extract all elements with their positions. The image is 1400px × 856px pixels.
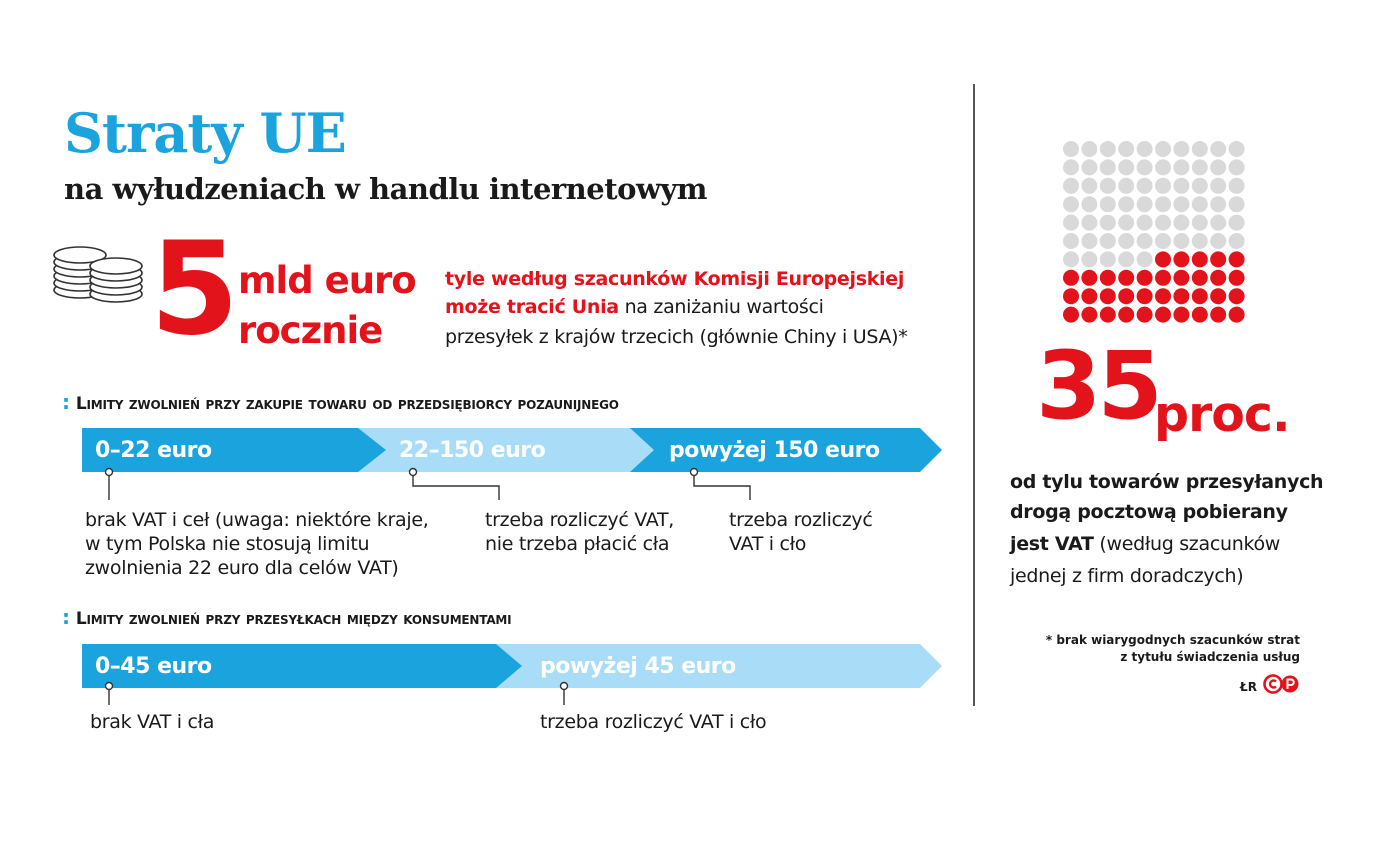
- dot-red: [1155, 307, 1171, 323]
- headline-desc-line2: może tracić Unia na zaniżaniu wartości: [445, 296, 824, 318]
- dot-grey: [1063, 233, 1079, 249]
- section-heading-consumer: : Limity zwolnień przy przesyłkach między konsumentami: [62, 605, 512, 629]
- dot-red: [1173, 307, 1189, 323]
- dot-grey: [1137, 159, 1153, 175]
- bullet-icon: :: [62, 605, 70, 629]
- dot-grey: [1173, 141, 1189, 157]
- dot-grey: [1173, 159, 1189, 175]
- dot-red: [1229, 288, 1245, 304]
- dot-grey: [1081, 215, 1097, 231]
- dot-grey: [1210, 159, 1226, 175]
- dot-grey: [1192, 178, 1208, 194]
- dot-grey: [1100, 178, 1116, 194]
- dot-red: [1081, 288, 1097, 304]
- stat-desc-line4: jednej z firm doradczych): [1010, 565, 1244, 587]
- dot-grey: [1192, 215, 1208, 231]
- dot-red: [1173, 251, 1189, 267]
- dot-grey: [1063, 159, 1079, 175]
- dot-red: [1081, 307, 1097, 323]
- dot-red: [1063, 307, 1079, 323]
- note-22-150: trzeba rozliczyć VAT, nie trzeba płacić cła: [485, 509, 675, 555]
- dot-red: [1100, 288, 1116, 304]
- dot-grey: [1173, 215, 1189, 231]
- dot-red: [1192, 251, 1208, 267]
- note-under-22: brak VAT i ceł (uwaga: niektóre kraje, w tym Polska nie stosują limitu zwolnienia 22 euro dla celów VAT): [85, 509, 429, 579]
- headline-unit: mld euro: [238, 259, 416, 302]
- dot-red: [1229, 307, 1245, 323]
- stat-number: 35: [1036, 332, 1159, 441]
- dot-grey: [1210, 233, 1226, 249]
- stat-desc-line2: drogą pocztową pobierany: [1010, 501, 1288, 523]
- dot-grey: [1229, 159, 1245, 175]
- dot-grey: [1063, 196, 1079, 212]
- headline-number: 5: [150, 215, 236, 364]
- dot-grey: [1192, 196, 1208, 212]
- dot-grey: [1137, 215, 1153, 231]
- dot-red: [1192, 270, 1208, 286]
- dot-red: [1229, 251, 1245, 267]
- dot-grey: [1063, 141, 1079, 157]
- dot-grey: [1173, 196, 1189, 212]
- dot-red: [1210, 270, 1226, 286]
- dot-red: [1210, 288, 1226, 304]
- dot-red: [1229, 270, 1245, 286]
- dot-grey: [1081, 159, 1097, 175]
- dot-red: [1063, 270, 1079, 286]
- headline-desc-line3: przesyłek z krajów trzecich (głównie Chiny i USA)*: [445, 326, 908, 348]
- dot-red: [1210, 251, 1226, 267]
- dot-grey: [1137, 251, 1153, 267]
- dot-grey: [1155, 233, 1171, 249]
- dot-red: [1173, 288, 1189, 304]
- dot-grey: [1118, 141, 1134, 157]
- footnote-line2: z tytułu świadczenia usług: [1120, 650, 1300, 664]
- dot-red: [1118, 288, 1134, 304]
- dot-grey: [1155, 178, 1171, 194]
- dot-red: [1137, 307, 1153, 323]
- divider: [973, 84, 975, 706]
- page-subtitle: na wyłudzeniach w handlu internetowym: [64, 172, 707, 206]
- dot-red: [1063, 288, 1079, 304]
- dot-grey: [1063, 178, 1079, 194]
- dot-grey: [1100, 196, 1116, 212]
- dot-grey: [1173, 178, 1189, 194]
- dot-grey: [1229, 196, 1245, 212]
- dot-grey: [1137, 178, 1153, 194]
- note-over-45: trzeba rozliczyć VAT i cło: [540, 711, 767, 733]
- dot-grey: [1229, 178, 1245, 194]
- headline-desc-line1: tyle według szacunków Komisji Europejskiej: [445, 268, 905, 290]
- dot-grey: [1100, 251, 1116, 267]
- dot-red: [1137, 288, 1153, 304]
- percent-dot-grid: [1062, 140, 1252, 330]
- dot-grey: [1229, 141, 1245, 157]
- dot-red: [1155, 251, 1171, 267]
- dot-grey: [1137, 141, 1153, 157]
- section-heading-business: : Limity zwolnień przy zakupie towaru od przedsiębiorcy pozaunijnego: [62, 390, 619, 414]
- dot-grey: [1155, 141, 1171, 157]
- dot-grey: [1155, 215, 1171, 231]
- note-under-45: brak VAT i cła: [90, 711, 215, 733]
- headline-period: rocznie: [238, 309, 383, 352]
- dot-grey: [1100, 215, 1116, 231]
- segment-label: 0–45 euro: [95, 654, 212, 679]
- dot-red: [1210, 307, 1226, 323]
- dot-grey: [1063, 251, 1079, 267]
- dot-grey: [1210, 196, 1226, 212]
- dot-red: [1100, 307, 1116, 323]
- dot-grey: [1192, 233, 1208, 249]
- dot-red: [1100, 270, 1116, 286]
- segment-label: 0–22 euro: [95, 438, 212, 463]
- dot-red: [1118, 270, 1134, 286]
- dot-red: [1192, 288, 1208, 304]
- note-over-150: trzeba rozliczyć VAT i cło: [729, 509, 873, 555]
- dot-grey: [1137, 233, 1153, 249]
- dot-red: [1081, 270, 1097, 286]
- dot-grey: [1192, 159, 1208, 175]
- author-credit: ŁR: [1240, 680, 1257, 694]
- footnote-line1: * brak wiarygodnych szacunków strat: [1045, 633, 1300, 647]
- dot-grey: [1229, 233, 1245, 249]
- dot-red: [1137, 270, 1153, 286]
- dot-grey: [1118, 159, 1134, 175]
- bullet-icon: :: [62, 390, 70, 414]
- dot-grey: [1100, 141, 1116, 157]
- dot-grey: [1118, 251, 1134, 267]
- dot-red: [1192, 307, 1208, 323]
- dot-grey: [1155, 196, 1171, 212]
- dot-grey: [1081, 141, 1097, 157]
- dot-grey: [1118, 196, 1134, 212]
- stat-desc-line3: jest VAT (według szacunków: [1010, 533, 1281, 555]
- segment-label: powyżej 150 euro: [669, 438, 880, 463]
- stat-unit: proc.: [1154, 386, 1290, 443]
- dot-grey: [1173, 233, 1189, 249]
- cc-license-icon: [1263, 674, 1301, 694]
- dot-grey: [1081, 233, 1097, 249]
- dot-grey: [1118, 233, 1134, 249]
- dot-red: [1118, 307, 1134, 323]
- segment-label: powyżej 45 euro: [540, 654, 736, 679]
- dot-red: [1173, 270, 1189, 286]
- dot-grey: [1210, 178, 1226, 194]
- dot-grey: [1081, 178, 1097, 194]
- page-title: Straty UE: [64, 101, 346, 165]
- segment-label: 22–150 euro: [399, 438, 546, 463]
- dot-grey: [1192, 141, 1208, 157]
- dot-red: [1155, 270, 1171, 286]
- dot-grey: [1229, 215, 1245, 231]
- dot-grey: [1100, 159, 1116, 175]
- dot-grey: [1081, 251, 1097, 267]
- dot-grey: [1137, 196, 1153, 212]
- dot-grey: [1210, 141, 1226, 157]
- dot-grey: [1118, 215, 1134, 231]
- dot-red: [1155, 288, 1171, 304]
- dot-grey: [1210, 215, 1226, 231]
- dot-grey: [1100, 233, 1116, 249]
- dot-grey: [1118, 178, 1134, 194]
- dot-grey: [1155, 159, 1171, 175]
- stat-desc-line1: od tylu towarów przesyłanych: [1010, 471, 1324, 493]
- coins-icon: [50, 240, 150, 304]
- dot-grey: [1081, 196, 1097, 212]
- dot-grey: [1063, 215, 1079, 231]
